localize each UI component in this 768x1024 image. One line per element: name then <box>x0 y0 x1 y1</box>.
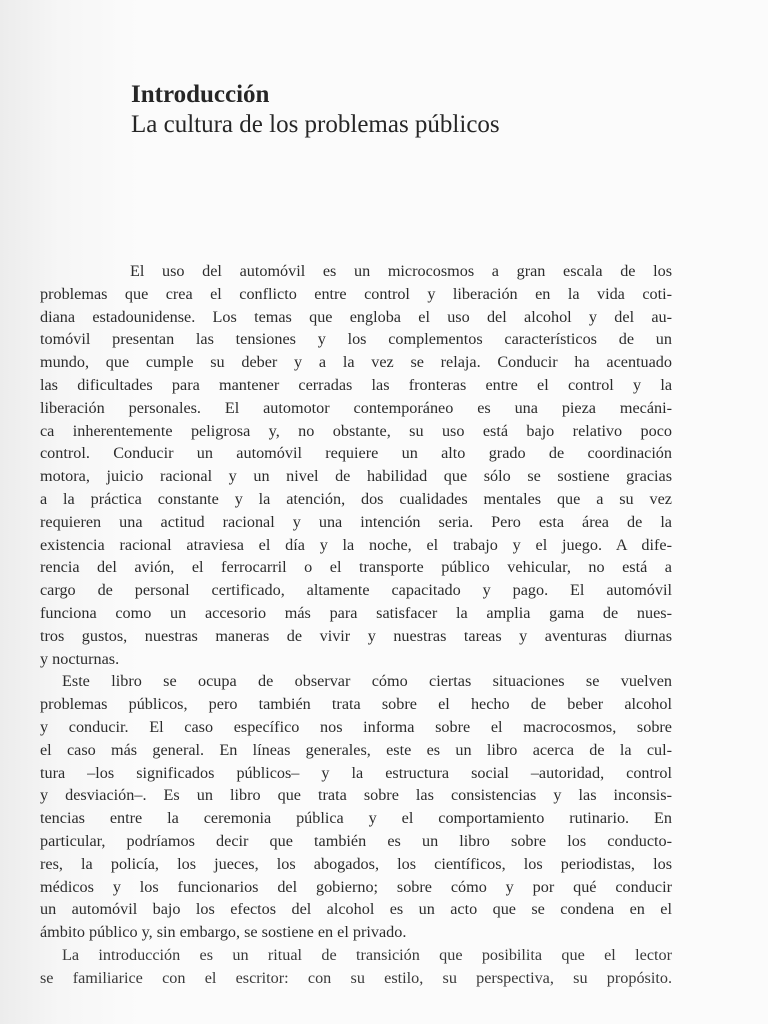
text-line: requieren una actitud racional y una intención seria. Pero esta área de la <box>40 512 672 531</box>
chapter-heading <box>131 80 711 140</box>
text-line: tros gustos, nuestras maneras de vivir y nuestras tareas y aventuras diurnas <box>40 626 672 645</box>
text-line: ca inherentemente peligrosa y, no obstante, su uso está bajo relativo poco <box>40 421 672 440</box>
text-line: problemas que crea el conflicto entre control y liberación en la vida coti- <box>40 284 672 303</box>
text-line: y conducir. El caso específico nos informa sobre el macrocosmos, sobre <box>40 717 672 736</box>
text-line: control. Conducir un automóvil requiere un alto grado de coordinación <box>40 444 672 463</box>
text-line: médicos y los funcionarios del gobierno; sobre cómo y por qué conducir <box>40 877 672 896</box>
text-line: un automóvil bajo los efectos del alcohol es un acto que se condena en el <box>40 900 672 919</box>
text-line: motora, juicio racional y un nivel de habilidad que sólo se sostiene gracias <box>40 467 672 486</box>
text-line: a la práctica constante y la atención, dos cualidades mentales que a su vez <box>40 489 672 508</box>
paragraph-2 <box>40 670 672 944</box>
text-line: mundo, que cumple su deber y a la vez se relaja. Conducir ha acentuado <box>40 353 672 372</box>
text-line: existencia racional atraviesa el día y la noche, el trabajo y el juego. A dife- <box>40 535 672 554</box>
text-line: las dificultades para mantener cerradas las fronteras entre el control y la <box>40 375 672 394</box>
chapter-title: La cultura de los problemas públicos <box>131 111 500 138</box>
chapter-label: Introducción <box>131 81 270 108</box>
text-line: problemas públicos, pero también trata sobre el hecho de beber alcohol <box>40 695 672 714</box>
text-line: rencia del avión, el ferrocarril o el transporte público vehicular, no está a <box>40 558 672 577</box>
body-text <box>40 260 672 990</box>
text-line: res, la policía, los jueces, los abogados, los científicos, los periodistas, los <box>40 854 672 873</box>
paragraph-3 <box>40 944 672 990</box>
text-line: tomóvil presentan las tensiones y los complementos característicos de un <box>40 330 672 349</box>
text-line: y nocturnas. <box>40 649 120 668</box>
text-line: diana estadounidense. Los temas que engloba el uso del alcohol y del au- <box>40 307 672 326</box>
text-line: Este libro se ocupa de observar cómo ciertas situaciones se vuelven <box>62 672 672 691</box>
text-line: ámbito público y, sin embargo, se sostiene en el privado. <box>40 923 407 942</box>
text-line: tura –los significados públicos– y la estructura social –autoridad, control <box>40 763 672 782</box>
text-line: se familiarice con el escritor: con su estilo, su perspectiva, su propósito. <box>40 968 672 987</box>
text-line: y desviación–. Es un libro que trata sobre las consistencias y las inconsis- <box>40 786 672 805</box>
paragraph-1 <box>40 260 672 670</box>
text-line: el caso más general. En líneas generales, este es un libro acerca de la cul- <box>40 740 672 759</box>
text-line: particular, podríamos decir que también es un libro sobre los conducto- <box>40 831 672 850</box>
text-line: liberación personales. El automotor contemporáneo es una pieza mecáni- <box>40 398 672 417</box>
text-line: cargo de personal certificado, altamente capacitado y pago. El automóvil <box>40 581 672 600</box>
text-line: La introducción es un ritual de transición que posibilita que el lector <box>62 945 672 964</box>
text-line: El uso del automóvil es un microcosmos a gran escala de los <box>130 262 672 280</box>
text-line: funciona como un accesorio más para satisfacer la amplia gama de nues- <box>40 603 672 622</box>
text-line: tencias entre la ceremonia pública y el comportamiento rutinario. En <box>40 809 672 828</box>
